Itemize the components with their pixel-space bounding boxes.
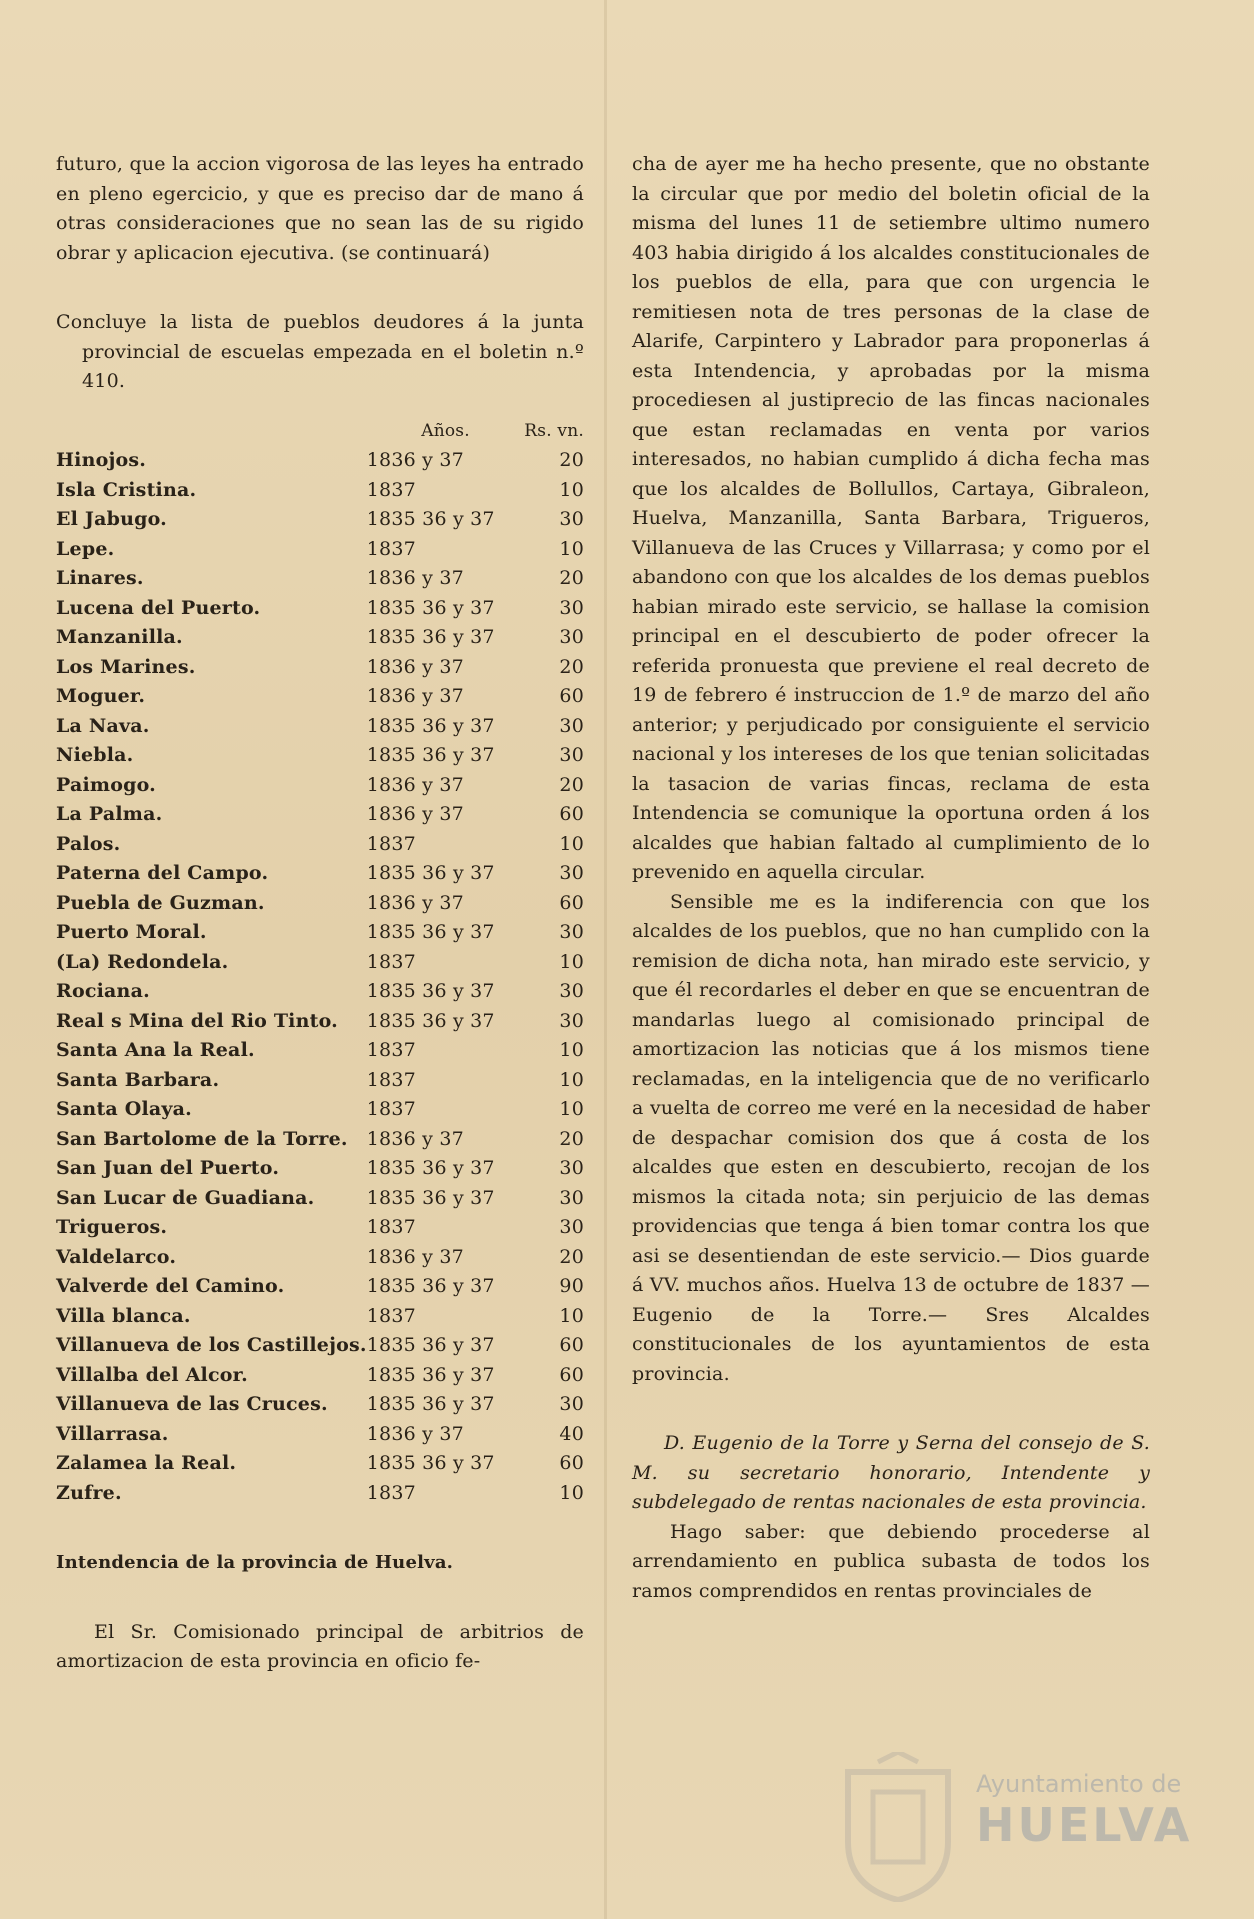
table-row (56, 623, 584, 653)
amount-owed: 20 (559, 655, 584, 678)
years-owed: 1837 (366, 950, 416, 973)
amount-owed: 20 (559, 773, 584, 796)
town-name: Isla Cristina. (56, 478, 197, 501)
town-name: Zalamea la Real. (56, 1452, 237, 1474)
amount-owed: 60 (559, 1452, 584, 1474)
years-owed: 1835 36 y 37 (366, 1157, 495, 1179)
amount-owed: 40 (559, 1422, 584, 1445)
table-row (56, 741, 584, 771)
years-owed: 1836 y 37 (366, 803, 464, 825)
town-name: Santa Olaya. (56, 1098, 192, 1120)
table-header-row (56, 417, 584, 447)
town-name: Villanueva de los Castillejos. (56, 1334, 367, 1356)
amount-owed: 20 (559, 567, 584, 589)
table-row (56, 1095, 584, 1125)
town-name: Trigueros. (56, 1216, 168, 1238)
header-amount: Rs. vn. (524, 420, 584, 441)
years-owed: 1836 y 37 (366, 685, 464, 707)
table-row (56, 712, 584, 742)
town-name: El Jabugo. (56, 508, 167, 530)
table-row (56, 1243, 584, 1273)
years-owed: 1836 y 37 (366, 449, 464, 471)
town-name: La Nava. (56, 714, 150, 737)
town-name: Valdelarco. (56, 1245, 177, 1268)
left-column (56, 150, 584, 1677)
town-name: Zufre. (56, 1481, 122, 1504)
table-row (56, 889, 584, 919)
town-name: Paimogo. (56, 773, 156, 796)
amount-owed: 10 (559, 1481, 584, 1504)
years-owed: 1835 36 y 37 (366, 1452, 495, 1474)
amount-owed: 30 (559, 626, 584, 648)
amount-owed: 10 (559, 1039, 584, 1061)
amount-owed: 30 (559, 508, 584, 530)
amount-owed: 60 (559, 685, 584, 707)
table-row (56, 1184, 584, 1214)
years-owed: 1836 y 37 (366, 1245, 464, 1268)
town-name: Villa blanca. (56, 1304, 191, 1327)
town-name: Linares. (56, 567, 144, 589)
amount-owed: 90 (559, 1275, 584, 1297)
table-row (56, 1066, 584, 1096)
town-name: (La) Redondela. (56, 950, 229, 973)
amount-owed: 30 (559, 714, 584, 737)
years-owed: 1837 (366, 1304, 416, 1327)
table-row (56, 1302, 584, 1332)
circular-paragraph: cha de ayer me ha hecho presente, que no obstante la circular que por medio del boletin oficial de la misma del lunes 11 de setiembre ultimo numero 403 habia dirigido á los alcaldes constitucionales de los pueblos de ella, para que con urgencia le remitiesen nota de tres personas de la clase de Alarife, Carpintero y Labrador para proponerlas á esta Intendencia, y aprobadas por la misma procediesen al justiprecio de las fincas nacionales que estan reclamadas en venta por varios interesados, no habian cumplido á dicha fecha mas que los alcaldes de Bollullos, Cartaya, Gibraleon, Huelva, Manzanilla, Santa Barbara, Trigueros, Villanueva de las Cruces y Villarrasa; y como por el abandono con que los alcaldes de los demas pueblos habian mirado este servicio, se hallase la comision principal en el descubierto de poder ofrecer la referida pronuesta que previene el real decreto de 19 de febrero é instruccion de 1.º de marzo del año anterior; y perjudicado por consiguiente el servicio nacional y los intereses de los que tenian solicitadas la tasacion de varias fincas, reclama de esta Intendencia se comunique la oportuna orden á los alcaldes que habian faltado al cumplimiento de lo prevenido en aquella circular. (632, 153, 1150, 883)
amount-owed: 30 (559, 1009, 584, 1032)
town-name: Rociana. (56, 980, 150, 1002)
table-row (56, 1479, 584, 1509)
amount-owed: 10 (559, 1098, 584, 1120)
amount-owed: 10 (559, 832, 584, 855)
years-owed: 1835 36 y 37 (366, 1393, 495, 1415)
table-row (56, 446, 584, 476)
notice-title: D. Eugenio de la Torre y Serna del consejo de S. M. su secretario honorario, Intendente y subdelegado de rentas nacionales de esta provincia. (632, 1432, 1150, 1513)
amount-owed: 30 (559, 1393, 584, 1415)
amount-owed: 60 (559, 1363, 584, 1386)
table-row (56, 1213, 584, 1243)
amount-owed: 20 (559, 1127, 584, 1150)
table-row (56, 1420, 584, 1450)
amount-owed: 30 (559, 921, 584, 943)
years-owed: 1837 (366, 1098, 416, 1120)
years-owed: 1837 (366, 832, 416, 855)
years-owed: 1837 (366, 537, 416, 560)
town-name: Manzanilla. (56, 626, 183, 648)
years-owed: 1837 (366, 478, 416, 501)
page-fold (604, 0, 607, 1919)
years-owed: 1836 y 37 (366, 773, 464, 796)
city-seal-icon (838, 1752, 958, 1902)
town-name: Villarrasa. (56, 1422, 169, 1445)
table-row (56, 800, 584, 830)
table-row (56, 535, 584, 565)
years-owed: 1835 36 y 37 (366, 862, 495, 884)
years-owed: 1836 y 37 (366, 655, 464, 678)
reply-paragraph: Sensible me es la indiferencia con que los alcaldes de los pueblos, que no han cumplido con la remision de dicha nota, han mirado este servicio, y que él recordarles el deber en que se encuentran de mandarlas luego al comisionado principal de amortizacion las noticias que á los mismos tiene reclamadas, en la inteligencia que de no verificarlo a vuelta de correo me veré en la necesidad de haber de despachar comision dos que á costa de los alcaldes que esten en descubierto, recojan de los mismos la citada nota; sin perjuicio de las demas providencias que tenga á bien tomar contra los que asi se desentiendan de este servicio.— Dios guarde á VV. muchos años. Huelva 13 de octubre de 1837 — Eugenio de la Torre.— Sres Alcaldes constitucionales de los ayuntamientos de esta provincia. (632, 890, 1150, 1385)
table-row (56, 564, 584, 594)
table-row (56, 1449, 584, 1479)
years-owed: 1836 y 37 (366, 1422, 464, 1445)
town-name: Moguer. (56, 685, 146, 707)
town-name: Paterna del Campo. (56, 862, 269, 884)
years-owed: 1835 36 y 37 (366, 596, 495, 619)
years-owed: 1835 36 y 37 (366, 626, 495, 648)
amount-owed: 10 (559, 950, 584, 973)
intro-paragraph: futuro, que la accion vigorosa de las leyes ha entrado en pleno egercicio, y que es preciso dar de mano á otras consideraciones que no sean las de su rigido obrar y aplicacion ejecutiva. (se continuará) (56, 153, 584, 264)
town-name: Hinojos. (56, 449, 147, 471)
years-owed: 1835 36 y 37 (366, 1186, 495, 1209)
table-row (56, 1361, 584, 1391)
table-row (56, 1125, 584, 1155)
amount-owed: 60 (559, 803, 584, 825)
years-owed: 1835 36 y 37 (366, 744, 495, 766)
amount-owed: 10 (559, 478, 584, 501)
watermark-line2: HUELVA (976, 1798, 1193, 1852)
amount-owed: 30 (559, 1157, 584, 1179)
table-row (56, 1007, 584, 1037)
town-name: Lepe. (56, 537, 115, 560)
years-owed: 1835 36 y 37 (366, 921, 495, 943)
town-name: San Bartolome de la Torre. (56, 1127, 348, 1150)
section-heading: Intendencia de la provincia de Huelva. (56, 1552, 454, 1573)
table-row (56, 977, 584, 1007)
amount-owed: 60 (559, 891, 584, 914)
town-name: Palos. (56, 832, 121, 855)
town-name: Villalba del Alcor. (56, 1363, 248, 1386)
table-row (56, 830, 584, 860)
amount-owed: 30 (559, 744, 584, 766)
archive-watermark (976, 1770, 1192, 1852)
years-owed: 1835 36 y 37 (366, 1009, 495, 1032)
header-town (56, 417, 367, 447)
town-name: San Juan del Puerto. (56, 1157, 280, 1179)
years-owed: 1837 (366, 1216, 416, 1238)
years-owed: 1836 y 37 (366, 567, 464, 589)
years-owed: 1835 36 y 37 (366, 714, 495, 737)
watermark-line1: Ayuntamiento de (976, 1770, 1182, 1798)
table-row (56, 682, 584, 712)
years-owed: 1837 (366, 1068, 416, 1091)
town-name: Puerto Moral. (56, 921, 207, 943)
amount-owed: 30 (559, 862, 584, 884)
town-name: Santa Ana la Real. (56, 1039, 255, 1061)
table-row (56, 1272, 584, 1302)
town-name: Santa Barbara. (56, 1068, 220, 1091)
amount-owed: 20 (559, 449, 584, 471)
amount-owed: 30 (559, 1186, 584, 1209)
right-column (632, 150, 1150, 1606)
years-owed: 1836 y 37 (366, 891, 464, 914)
table-row (56, 505, 584, 535)
amount-owed: 10 (559, 537, 584, 560)
notice-text: Hago saber: que debiendo procederse al arrendamiento en publica subasta de todos los ramos comprendidos en rentas provinciales de (632, 1520, 1150, 1602)
amount-owed: 10 (559, 1068, 584, 1091)
years-owed: 1837 (366, 1481, 416, 1504)
town-name: Valverde del Camino. (56, 1275, 285, 1297)
years-owed: 1836 y 37 (366, 1127, 464, 1150)
list-title: Concluye la lista de pueblos deudores á la junta provincial de escuelas empezada en el boletin n.º 410. (56, 311, 584, 392)
amount-owed: 20 (559, 1245, 584, 1268)
years-owed: 1835 36 y 37 (366, 1275, 495, 1297)
town-name: La Palma. (56, 803, 163, 825)
amount-owed: 30 (559, 1216, 584, 1238)
table-row (56, 1036, 584, 1066)
table-body (56, 446, 584, 1508)
amount-owed: 10 (559, 1304, 584, 1327)
years-owed: 1835 36 y 37 (366, 1363, 495, 1386)
years-owed: 1835 36 y 37 (366, 508, 495, 530)
years-owed: 1835 36 y 37 (366, 1334, 495, 1356)
table-row (56, 653, 584, 683)
amount-owed: 30 (559, 980, 584, 1002)
town-name: Niebla. (56, 744, 134, 766)
closing-paragraph: El Sr. Comisionado principal de arbitrios de amortizacion de esta provincia en oficio fe- (56, 1620, 584, 1672)
town-name: Los Marines. (56, 655, 196, 678)
years-owed: 1835 36 y 37 (366, 980, 495, 1002)
table-row (56, 918, 584, 948)
table-row (56, 476, 584, 506)
town-name: San Lucar de Guadiana. (56, 1186, 315, 1209)
table-row (56, 1331, 584, 1361)
table-row (56, 948, 584, 978)
debtors-table (56, 417, 584, 1509)
table-row (56, 1390, 584, 1420)
table-row (56, 594, 584, 624)
town-name: Puebla de Guzman. (56, 891, 265, 914)
table-row (56, 1154, 584, 1184)
years-owed: 1837 (366, 1039, 416, 1061)
table-row (56, 859, 584, 889)
table-row (56, 771, 584, 801)
town-name: Villanueva de las Cruces. (56, 1393, 328, 1415)
amount-owed: 60 (559, 1334, 584, 1356)
amount-owed: 30 (559, 596, 584, 619)
header-years: Años. (421, 420, 470, 441)
town-name: Lucena del Puerto. (56, 596, 261, 619)
town-name: Real s Mina del Rio Tinto. (56, 1009, 338, 1032)
